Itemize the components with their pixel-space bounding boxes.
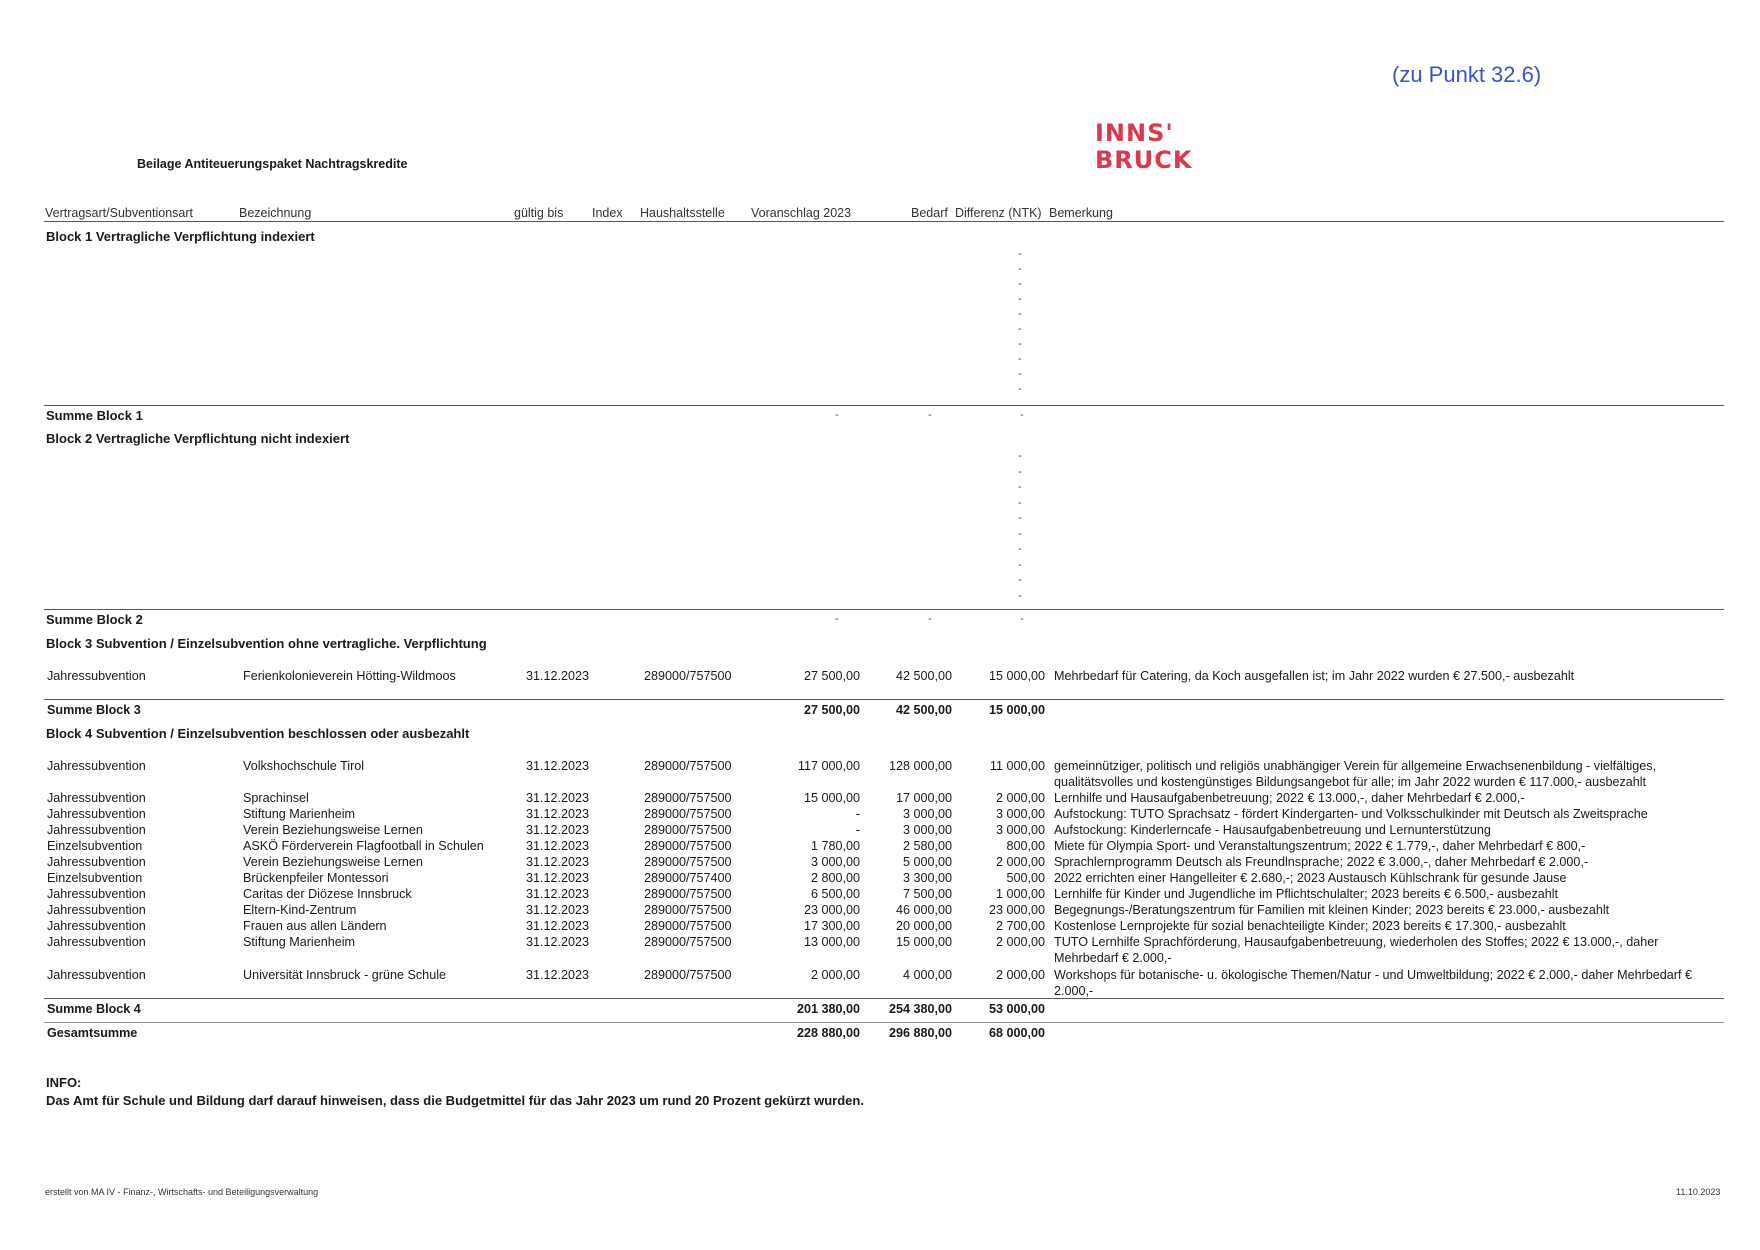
row-gueltig: 31.12.2023: [526, 759, 590, 773]
row-haushaltsstelle: 289000/757500: [644, 791, 732, 805]
row-haushaltsstelle: 289000/757500: [644, 919, 732, 933]
row-type: Jahressubvention: [47, 669, 146, 683]
block2-sum-bedarf: -: [928, 613, 932, 625]
innsbruck-logo: [1095, 120, 1192, 174]
header-bezeichnung: Bezeichnung: [239, 206, 312, 220]
row-haushaltsstelle: 289000/757500: [644, 807, 732, 821]
row-type: Jahressubvention: [47, 935, 146, 949]
row-gueltig: 31.12.2023: [526, 887, 590, 901]
row-bezeichnung: Universität Innsbruck - grüne Schule: [243, 968, 446, 982]
row-bemerkung: gemeinnütziger, politisch und religiös unabhängiger Verein für allgemeine Erwachsenenbildung - vielfältiges, qualitätsvolles und kostengünstiges Bildungsangebot für alle; im Jahr 2022 wurden € 117.000,- ausbezahlt: [1054, 759, 1657, 789]
row-bezeichnung: Verein Beziehungsweise Lernen: [243, 823, 423, 837]
reference-note: (zu Punkt 32.6): [1392, 62, 1542, 87]
row-bezeichnung: ASKÖ Förderverein Flagfootball in Schulen: [243, 839, 484, 853]
row-gueltig: 31.12.2023: [526, 871, 590, 885]
row-gueltig: 31.12.2023: [526, 935, 590, 949]
block2-sum-diff: -: [1020, 613, 1024, 625]
footer-author: erstellt von MA IV - Finanz-, Wirtschafts- und Beteiligungsverwaltung: [45, 1187, 319, 1197]
total-label: Gesamtsumme: [47, 1026, 138, 1040]
block4-sum-va: 201 380,00: [796, 1002, 860, 1016]
row-voranschlag: 23 000,00: [803, 903, 860, 917]
row-voranschlag: -: [855, 823, 860, 837]
block2-sum-va: -: [835, 613, 839, 625]
header-haushaltsstelle: Haushaltsstelle: [640, 206, 725, 220]
row-differenz: 3 000,00: [995, 807, 1045, 821]
row-gueltig: 31.12.2023: [526, 919, 590, 933]
row-haushaltsstelle: 289000/757500: [644, 823, 732, 837]
row-differenz: 3 000,00: [995, 823, 1045, 837]
block1-sum-diff: -: [1020, 409, 1024, 421]
row-haushaltsstelle: 289000/757500: [644, 669, 732, 683]
row-voranschlag: 3 000,00: [810, 855, 860, 869]
block4-rule: [44, 998, 1724, 999]
row-voranschlag: 2 800,00: [810, 871, 860, 885]
total-rule: [44, 1022, 1724, 1023]
row-voranschlag: 17 300,00: [803, 919, 860, 933]
row-bezeichnung: Sprachinsel: [243, 791, 309, 805]
row-voranschlag: 6 500,00: [810, 887, 860, 901]
row-bemerkung: TUTO Lernhilfe Sprachförderung, Hausaufgabenbetreuung, wiederholen des Stoffes; 2022 € 13.000,-, daher Mehrbedarf € 2.000,-: [1054, 935, 1659, 965]
row-bedarf: 5 000,00: [902, 855, 952, 869]
row-bezeichnung: Ferienkolonieverein Hötting-Wildmoos: [243, 669, 456, 683]
total-va: 228 880,00: [796, 1026, 860, 1040]
info-heading: INFO:: [46, 1075, 82, 1090]
row-bemerkung: Workshops für botanische- u. ökologische Themen/Natur - und Umweltbildung; 2022 € 2.000,- daher Mehrbedarf € 2.000,-: [1054, 968, 1692, 998]
row-voranschlag: 1 780,00: [810, 839, 860, 853]
row-bedarf: 20 000,00: [895, 919, 952, 933]
total-bedarf: 296 880,00: [888, 1026, 952, 1040]
block1-sum-va: -: [835, 409, 839, 421]
row-bezeichnung: Brückenpfeiler Montessori: [243, 871, 389, 885]
total-diff: 68 000,00: [988, 1026, 1045, 1040]
block3-sum-diff: 15 000,00: [988, 703, 1045, 717]
row-type: Jahressubvention: [47, 919, 146, 933]
row-bemerkung: Aufstockung: Kinderlerncafe - Hausaufgabenbetreuung und Lernunterstützung: [1054, 823, 1491, 837]
row-gueltig: 31.12.2023: [526, 839, 590, 853]
row-differenz: 2 000,00: [995, 855, 1045, 869]
logo-line-1: INNS': [1095, 119, 1174, 147]
row-type: Jahressubvention: [47, 855, 146, 869]
row-bezeichnung: Stiftung Marienheim: [243, 935, 355, 949]
block1-rule: [44, 405, 1724, 406]
row-voranschlag: 27 500,00: [803, 669, 860, 683]
header-voranschlag: Voranschlag 2023: [751, 206, 852, 220]
row-differenz: 500,00: [1006, 871, 1045, 885]
block1-dash-column: - - - - - - - - - -: [1018, 248, 1022, 395]
row-gueltig: 31.12.2023: [526, 807, 590, 821]
row-bedarf: 42 500,00: [895, 669, 952, 683]
document-title: Beilage Antiteuerungspaket Nachtragskredite: [137, 157, 408, 171]
row-differenz: 11 000,00: [989, 759, 1045, 773]
row-type: Jahressubvention: [47, 759, 146, 773]
block4-title: Block 4 Subvention / Einzelsubvention beschlossen oder ausbezahlt: [46, 726, 470, 741]
header-differenz: Differenz (NTK): [955, 206, 1042, 220]
row-haushaltsstelle: 289000/757500: [644, 759, 732, 773]
block2-sum-label: Summe Block 2: [46, 612, 143, 627]
row-haushaltsstelle: 289000/757400: [644, 871, 732, 885]
row-bezeichnung: Stiftung Marienheim: [243, 807, 355, 821]
row-bemerkung: Lernhilfe und Hausaufgabenbetreuung; 2022 € 13.000,-, daher Mehrbedarf € 2.000,-: [1054, 791, 1525, 805]
row-bemerkung: 2022 errichten einer Hangelleiter € 2.680,-; 2023 Austausch Kühlschrank für gesunde Jause: [1054, 871, 1567, 885]
row-differenz: 800,00: [1006, 839, 1045, 853]
row-bemerkung: Sprachlernprogramm Deutsch als Freundlnsprache; 2022 € 3.000,-, daher Mehrbedarf € 2.000,-: [1054, 855, 1589, 869]
row-voranschlag: 15 000,00: [803, 791, 860, 805]
block2-dash-column: - - - - - - - - - -: [1018, 450, 1022, 602]
block1-sum-label: Summe Block 1: [46, 408, 143, 423]
row-haushaltsstelle: 289000/757500: [644, 839, 732, 853]
row-gueltig: 31.12.2023: [526, 903, 590, 917]
block4-sum-diff: 53 000,00: [988, 1002, 1045, 1016]
row-bemerkung: Mehrbedarf für Catering, da Koch ausgefallen ist; im Jahr 2022 wurden € 27.500,- ausbezahlt: [1054, 669, 1575, 683]
row-bezeichnung: Frauen aus allen Ländern: [243, 919, 387, 933]
row-gueltig: 31.12.2023: [526, 823, 590, 837]
header-bemerkung: Bemerkung: [1049, 206, 1113, 220]
block3-sum-va: 27 500,00: [803, 703, 860, 717]
row-differenz: 2 700,00: [995, 919, 1045, 933]
block2-rule: [44, 609, 1724, 610]
row-type: Jahressubvention: [47, 791, 146, 805]
row-voranschlag: -: [855, 807, 860, 821]
row-gueltig: 31.12.2023: [526, 855, 590, 869]
row-bedarf: 3 000,00: [902, 823, 952, 837]
row-haushaltsstelle: 289000/757500: [644, 855, 732, 869]
block2-title: Block 2 Vertragliche Verpflichtung nicht indexiert: [46, 431, 350, 446]
row-bemerkung: Aufstockung: TUTO Sprachsatz - fördert Kindergarten- und Volksschulkinder mit Deutsch als Zweitsprache: [1054, 807, 1648, 821]
row-differenz: 15 000,00: [988, 669, 1045, 683]
row-bemerkung: Miete für Olympia Sport- und Veranstaltungszentrum; 2022 € 1.779,-, daher Mehrbedarf € 800,-: [1054, 839, 1586, 853]
row-voranschlag: 2 000,00: [810, 968, 860, 982]
row-bedarf: 46 000,00: [895, 903, 952, 917]
footer-date: 11.10.2023: [1676, 1187, 1721, 1197]
header-gueltig: gültig bis: [514, 206, 564, 220]
header-index: Index: [592, 206, 623, 220]
row-bedarf: 3 000,00: [902, 807, 952, 821]
row-bezeichnung: Caritas der Diözese Innsbruck: [243, 887, 412, 901]
row-haushaltsstelle: 289000/757500: [644, 968, 732, 982]
row-bedarf: 2 580,00: [902, 839, 952, 853]
row-differenz: 2 000,00: [995, 791, 1045, 805]
block1-title: Block 1 Vertragliche Verpflichtung indexiert: [46, 229, 315, 244]
logo-line-2: BRUCK: [1095, 146, 1193, 174]
row-bedarf: 4 000,00: [902, 968, 952, 982]
block4-sum-bedarf: 254 380,00: [888, 1002, 952, 1016]
row-type: Jahressubvention: [47, 887, 146, 901]
row-haushaltsstelle: 289000/757500: [644, 887, 732, 901]
block3-sum-label: Summe Block 3: [47, 703, 141, 717]
row-bedarf: 3 300,00: [902, 871, 952, 885]
row-bedarf: 7 500,00: [902, 887, 952, 901]
row-bezeichnung: Verein Beziehungsweise Lernen: [243, 855, 423, 869]
row-bezeichnung: Volkshochschule Tirol: [243, 759, 365, 773]
header-vertragsart: Vertragsart/Subventionsart: [45, 206, 193, 220]
row-bedarf: 17 000,00: [895, 791, 952, 805]
row-bezeichnung: Eltern-Kind-Zentrum: [243, 903, 357, 917]
row-voranschlag: 117 000,00: [797, 759, 860, 773]
row-type: Jahressubvention: [47, 823, 146, 837]
block3-rule: [44, 699, 1724, 700]
row-type: Einzelsubvention: [47, 871, 143, 885]
row-haushaltsstelle: 289000/757500: [644, 935, 732, 949]
row-bemerkung: Lernhilfe für Kinder und Jugendliche im Pflichtschulalter; 2023 bereits € 6.500,- ausbezahlt: [1054, 887, 1559, 901]
row-bedarf: 128 000,00: [888, 759, 952, 773]
row-gueltig: 31.12.2023: [526, 968, 590, 982]
row-differenz: 1 000,00: [995, 887, 1045, 901]
block4-sum-label: Summe Block 4: [47, 1002, 141, 1016]
info-text: Das Amt für Schule und Bildung darf darauf hinweisen, dass die Budgetmittel für das Jahr 2023 um rund 20 Prozent gekürzt wurden.: [46, 1093, 864, 1108]
row-haushaltsstelle: 289000/757500: [644, 903, 732, 917]
row-bemerkung: Begegnungs-/Beratungszentrum für Familien mit kleinen Kinder; 2023 bereits € 23.000,- ausbezahlt: [1054, 903, 1610, 917]
row-gueltig: 31.12.2023: [526, 791, 590, 805]
row-type: Jahressubvention: [47, 903, 146, 917]
block3-title: Block 3 Subvention / Einzelsubvention ohne vertragliche. Verpflichtung: [46, 636, 487, 651]
row-type: Einzelsubvention: [47, 839, 143, 853]
block3-sum-bedarf: 42 500,00: [895, 703, 952, 717]
block1-sum-bedarf: -: [928, 409, 932, 421]
row-differenz: 2 000,00: [995, 968, 1045, 982]
row-differenz: 2 000,00: [995, 935, 1045, 949]
row-differenz: 23 000,00: [988, 903, 1045, 917]
header-bedarf: Bedarf: [911, 206, 948, 220]
row-bedarf: 15 000,00: [895, 935, 952, 949]
row-type: Jahressubvention: [47, 968, 146, 982]
header-rule: [44, 221, 1724, 222]
row-voranschlag: 13 000,00: [803, 935, 860, 949]
row-bemerkung: Kostenlose Lernprojekte für sozial benachteiligte Kinder; 2023 bereits € 17.300,- ausbezahlt: [1054, 919, 1566, 933]
row-type: Jahressubvention: [47, 807, 146, 821]
row-gueltig: 31.12.2023: [526, 669, 590, 683]
